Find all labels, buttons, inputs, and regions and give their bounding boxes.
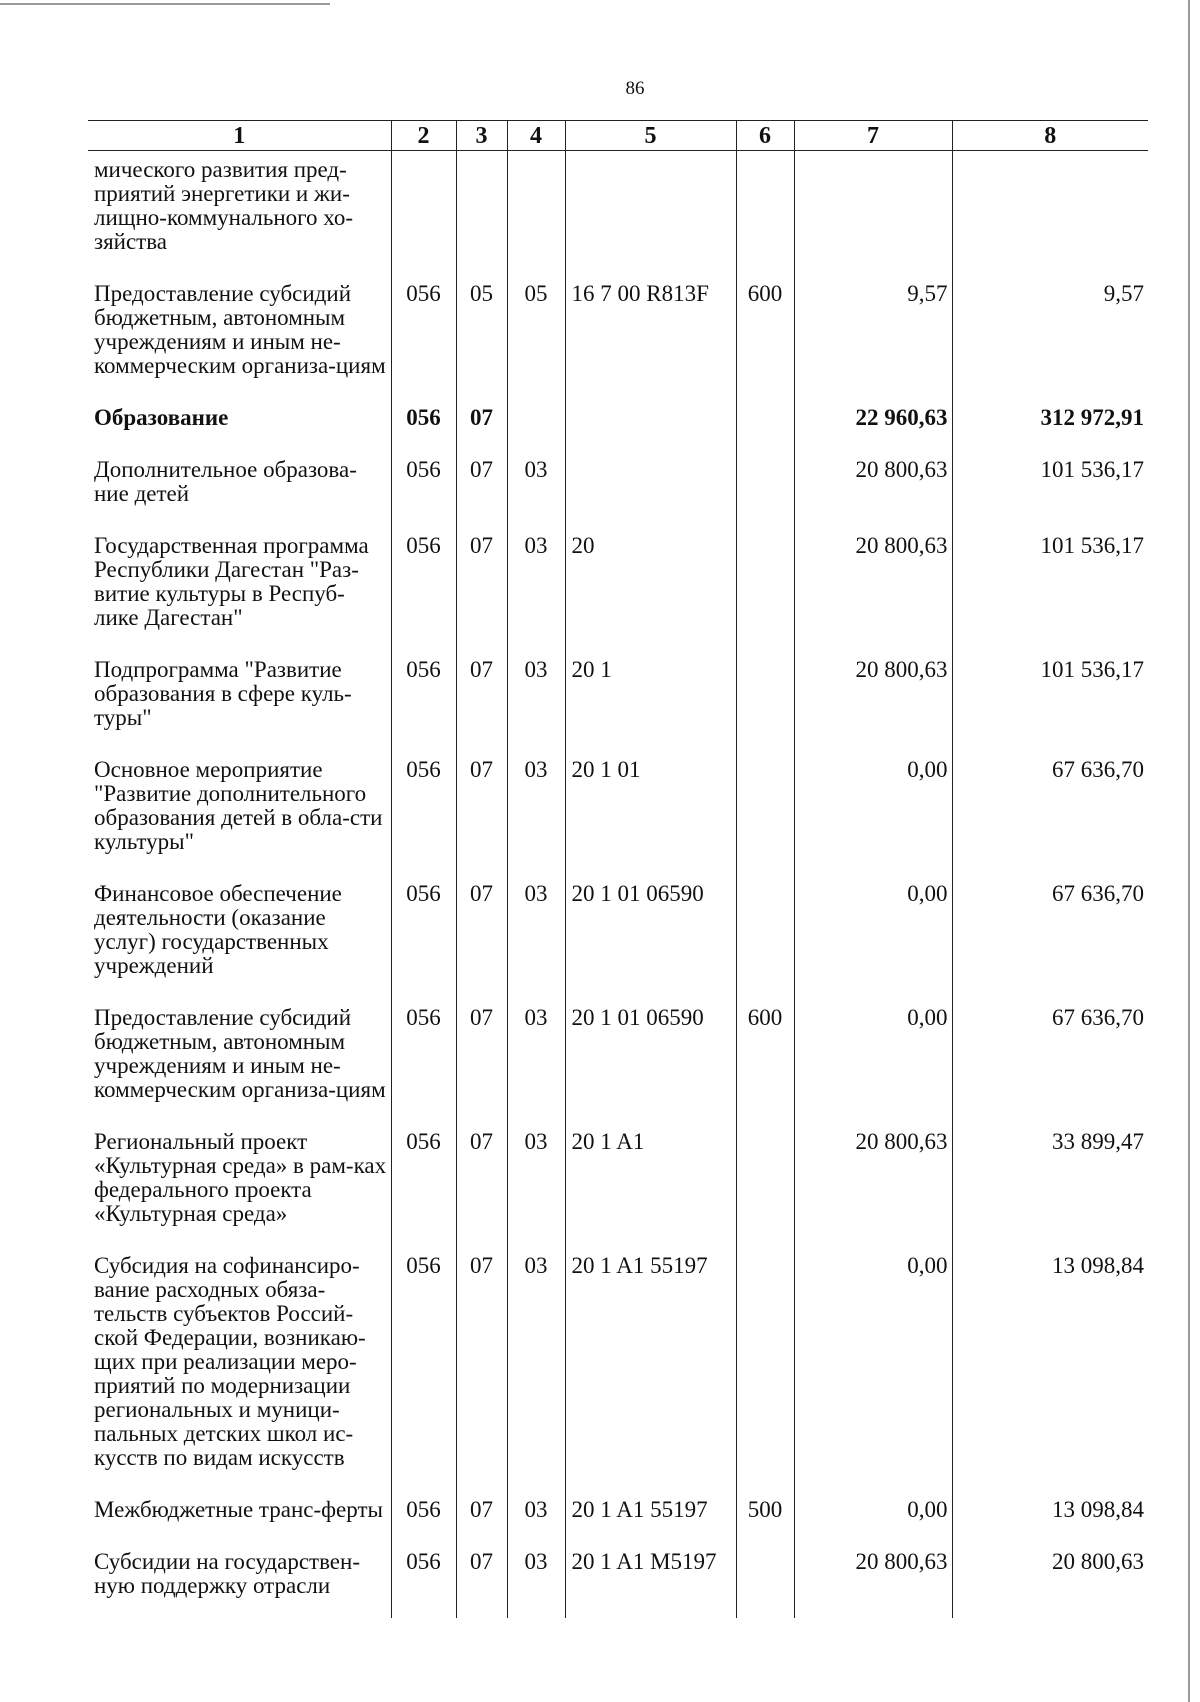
table-row <box>88 758 1148 882</box>
row-value-col8: 101 536,17 <box>952 534 1148 658</box>
table-row <box>88 458 1148 534</box>
row-code: 056 <box>391 282 456 406</box>
row-value-col7: 0,00 <box>794 1006 952 1130</box>
row-value-col7: 20 800,63 <box>794 534 952 658</box>
row-subsection: 03 <box>507 1550 565 1618</box>
table-row <box>88 882 1148 1006</box>
col-header-6: 6 <box>736 121 794 151</box>
row-subsection <box>507 151 565 283</box>
row-code: 056 <box>391 406 456 458</box>
row-value-col8: 13 098,84 <box>952 1254 1148 1498</box>
scan-artifact-top <box>0 3 330 5</box>
row-subsection <box>507 406 565 458</box>
row-expense-type <box>736 458 794 534</box>
table-row <box>88 1254 1148 1498</box>
col-header-7: 7 <box>794 121 952 151</box>
row-code: 056 <box>391 1550 456 1618</box>
row-name: Образование <box>94 405 229 430</box>
col-header-2: 2 <box>391 121 456 151</box>
row-section: 07 <box>456 758 507 882</box>
row-subsection: 03 <box>507 1254 565 1498</box>
row-code: 056 <box>391 1254 456 1498</box>
row-value-col7: 0,00 <box>794 1254 952 1498</box>
row-value-col8: 9,57 <box>952 282 1148 406</box>
row-target-article: 16 7 00 R813F <box>565 282 736 406</box>
page-number: 86 <box>625 78 645 99</box>
row-code: 056 <box>391 1006 456 1130</box>
row-value-col7: 0,00 <box>794 1498 952 1550</box>
row-subsection: 03 <box>507 1498 565 1550</box>
row-name: Субсидии на государствен-ную поддержку отрасли <box>94 1549 360 1598</box>
row-expense-type <box>736 534 794 658</box>
col-header-8: 8 <box>952 121 1148 151</box>
row-value-col8: 67 636,70 <box>952 758 1148 882</box>
row-subsection: 03 <box>507 758 565 882</box>
table-row <box>88 1550 1148 1618</box>
row-section: 07 <box>456 1498 507 1550</box>
row-value-col7: 22 960,63 <box>794 406 952 458</box>
row-value-col7: 9,57 <box>794 282 952 406</box>
row-section: 07 <box>456 458 507 534</box>
row-expense-type: 600 <box>736 1006 794 1130</box>
row-expense-type <box>736 882 794 1006</box>
row-expense-type <box>736 1130 794 1254</box>
row-value-col8 <box>952 151 1148 283</box>
table-row <box>88 658 1148 758</box>
row-code: 056 <box>391 1498 456 1550</box>
row-value-col7: 20 800,63 <box>794 658 952 758</box>
row-value-col8: 33 899,47 <box>952 1130 1148 1254</box>
row-name: Финансовое обеспечение деятельности (оказание услуг) государственных учреждений <box>94 881 342 978</box>
row-section: 07 <box>456 406 507 458</box>
row-target-article <box>565 458 736 534</box>
row-target-article: 20 1 A1 55197 <box>565 1498 736 1550</box>
row-code: 056 <box>391 534 456 658</box>
table-row <box>88 282 1148 406</box>
row-target-article: 20 1 01 06590 <box>565 882 736 1006</box>
row-value-col8: 101 536,17 <box>952 658 1148 758</box>
row-subsection: 05 <box>507 282 565 406</box>
row-name: Субсидия на софинансиро-вание расходных обяза-тельств субъектов Россий-ской Федерации, возникаю-щих при реализации меро-приятий по модернизации региональных и муници-пальных детских школ ис-кусств по видам искусств <box>94 1253 366 1470</box>
col-header-3: 3 <box>456 121 507 151</box>
row-value-col8: 67 636,70 <box>952 1006 1148 1130</box>
row-name: Предоставление субсидий бюджетным, автономным учреждениям и иным не-коммерческим организа-циям <box>94 281 386 378</box>
row-name: Подпрограмма "Развитие образования в сфере куль-туры" <box>94 657 352 730</box>
row-value-col8: 13 098,84 <box>952 1498 1148 1550</box>
row-subsection: 03 <box>507 1006 565 1130</box>
row-expense-type <box>736 758 794 882</box>
table-row <box>88 1130 1148 1254</box>
row-name: Дополнительное образова-ние детей <box>94 457 357 506</box>
row-section: 07 <box>456 1130 507 1254</box>
row-expense-type <box>736 658 794 758</box>
row-target-article <box>565 151 736 283</box>
row-expense-type <box>736 151 794 283</box>
row-subsection: 03 <box>507 1130 565 1254</box>
row-value-col8: 67 636,70 <box>952 882 1148 1006</box>
row-name: Предоставление субсидий бюджетным, автономным учреждениям и иным не-коммерческим организа-циям <box>94 1005 386 1102</box>
row-code <box>391 151 456 283</box>
row-target-article: 20 1 A1 M5197 <box>565 1550 736 1618</box>
table-row <box>88 534 1148 658</box>
row-code: 056 <box>391 1130 456 1254</box>
row-section: 07 <box>456 1006 507 1130</box>
row-value-col7: 0,00 <box>794 758 952 882</box>
col-header-4: 4 <box>507 121 565 151</box>
row-name: Государственная программа Республики Дагестан "Раз-витие культуры в Респуб-лике Дагестан" <box>94 533 369 630</box>
row-value-col7: 0,00 <box>794 882 952 1006</box>
row-expense-type: 600 <box>736 282 794 406</box>
row-section: 07 <box>456 1550 507 1618</box>
row-target-article: 20 1 A1 55197 <box>565 1254 736 1498</box>
row-target-article: 20 <box>565 534 736 658</box>
row-expense-type <box>736 1254 794 1498</box>
row-value-col7: 20 800,63 <box>794 1130 952 1254</box>
row-code: 056 <box>391 882 456 1006</box>
row-value-col8: 312 972,91 <box>952 406 1148 458</box>
row-section: 05 <box>456 282 507 406</box>
row-section: 07 <box>456 1254 507 1498</box>
table-row <box>88 151 1148 283</box>
row-target-article <box>565 406 736 458</box>
budget-table <box>88 120 1148 1618</box>
col-header-1: 1 <box>88 121 391 151</box>
row-section: 07 <box>456 658 507 758</box>
table-body <box>88 151 1148 1619</box>
row-value-col8: 20 800,63 <box>952 1550 1148 1618</box>
row-subsection: 03 <box>507 534 565 658</box>
row-section: 07 <box>456 534 507 658</box>
row-subsection: 03 <box>507 458 565 534</box>
row-code: 056 <box>391 758 456 882</box>
row-value-col7: 20 800,63 <box>794 1550 952 1618</box>
row-target-article: 20 1 01 <box>565 758 736 882</box>
row-name: мического развития пред-приятий энергетики и жи-лищно-коммунального хо-зяйства <box>94 157 354 254</box>
row-name: Региональный проект «Культурная среда» в рам-ках федерального проекта «Культурная среда» <box>94 1129 387 1226</box>
row-target-article: 20 1 01 06590 <box>565 1006 736 1130</box>
row-name: Основное мероприятие "Развитие дополнительного образования детей в обла-сти культуры" <box>94 757 383 854</box>
table-row <box>88 1006 1148 1130</box>
row-section: 07 <box>456 882 507 1006</box>
row-expense-type <box>736 1550 794 1618</box>
row-subsection: 03 <box>507 658 565 758</box>
row-value-col8: 101 536,17 <box>952 458 1148 534</box>
row-target-article: 20 1 A1 <box>565 1130 736 1254</box>
header-row <box>88 121 1148 151</box>
row-expense-type <box>736 406 794 458</box>
row-target-article: 20 1 <box>565 658 736 758</box>
row-expense-type: 500 <box>736 1498 794 1550</box>
row-subsection: 03 <box>507 882 565 1006</box>
row-code: 056 <box>391 658 456 758</box>
row-name: Межбюджетные транс-ферты <box>94 1497 383 1522</box>
table-row <box>88 406 1148 458</box>
scan-artifact-edge <box>1188 0 1190 1702</box>
col-header-5: 5 <box>565 121 736 151</box>
row-value-col7 <box>794 151 952 283</box>
table-row <box>88 1498 1148 1550</box>
row-value-col7: 20 800,63 <box>794 458 952 534</box>
row-code: 056 <box>391 458 456 534</box>
row-section <box>456 151 507 283</box>
